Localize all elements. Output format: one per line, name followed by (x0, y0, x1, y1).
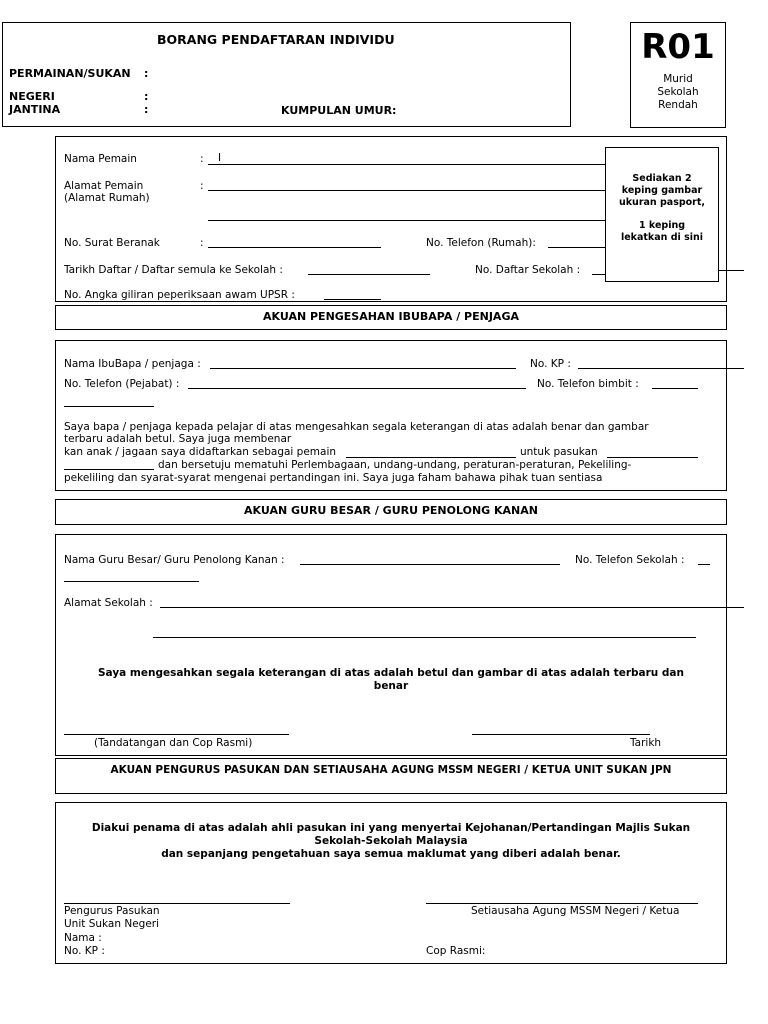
tel-sekolah-line-2[interactable] (64, 581, 199, 582)
alamat-pemain-line-2[interactable] (208, 220, 606, 221)
parent-decl-4: dan bersetuju mematuhi Perlembagaan, undang-undang, peraturan-peraturan, Pekeliling- (158, 459, 632, 471)
photo-line-5: lekatkan di sini (620, 232, 704, 243)
form-code-sub-3: Rendah (658, 99, 698, 111)
kumpulan-umur-label: KUMPULAN UMUR: (281, 104, 397, 117)
pengurus-sign-line[interactable] (64, 903, 290, 904)
tarikh-daftar-line[interactable] (308, 274, 430, 275)
parent-nama-label: Nama IbuBapa / penjaga : (64, 358, 201, 370)
parent-kp-line[interactable] (578, 368, 744, 369)
setiausaha-label: Setiausaha Agung MSSM Negeri / Ketua (471, 905, 680, 917)
tel-bimbit-line-2[interactable] (64, 406, 154, 407)
parent-kp-label: No. KP : (530, 358, 571, 370)
daftar-sekolah-line-ext (718, 270, 744, 271)
photo-line-3: ukuran pasport, (618, 197, 706, 208)
manager-nama-label: Nama : (64, 932, 102, 944)
setiausaha-sign-line[interactable] (426, 903, 698, 904)
form-code-sub-1: Murid (663, 73, 693, 85)
surat-beranak-line[interactable] (208, 247, 381, 248)
angka-giliran-line[interactable] (324, 299, 381, 300)
negeri-label: NEGERI (9, 90, 55, 103)
pasukan-line[interactable] (607, 457, 698, 458)
photo-box (605, 147, 719, 282)
cop-rasmi-label: Cop Rasmi: (426, 945, 486, 957)
alamat-sekolah-label: Alamat Sekolah : (64, 597, 153, 609)
negeri-colon: : (144, 90, 149, 103)
gb-sign-label: (Tandatangan dan Cop Rasmi) (94, 737, 253, 749)
telefon-rumah-line[interactable] (548, 247, 606, 248)
tel-pejabat-line[interactable] (188, 388, 526, 389)
nama-pemain-colon: : (200, 153, 204, 165)
parent-decl-2: terbaru adalah betul. Saya juga membenar (64, 433, 292, 445)
headmaster-box (55, 534, 727, 756)
pasukan-line-2[interactable] (64, 469, 154, 470)
photo-line-4: 1 keping (638, 220, 686, 231)
gb-confirm-1: Saya mengesahkan segala keterangan di atas adalah betul dan gambar di atas adalah terbaru dan (98, 667, 684, 679)
tel-sekolah-label: No. Telefon Sekolah : (575, 554, 685, 566)
alamat-pemain-colon: : (200, 180, 204, 192)
gb-tarikh-line[interactable] (472, 734, 650, 735)
form-title: BORANG PENDAFTARAN INDIVIDU (157, 32, 395, 47)
nama-pemain-value[interactable]: I (218, 152, 222, 164)
pengurus-label: Pengurus Pasukan (64, 905, 160, 917)
gb-nama-label: Nama Guru Besar/ Guru Penolong Kanan : (64, 554, 285, 566)
alamat-pemain-label: Alamat Pemain (64, 180, 144, 192)
gb-confirm-2: benar (373, 680, 409, 692)
permainan-label: PERMAINAN/SUKAN (9, 67, 131, 80)
nama-pemain-label: Nama Pemain (64, 153, 137, 165)
photo-line-1: Sediakan 2 (632, 173, 692, 184)
alamat-pemain-line-1[interactable] (208, 190, 606, 191)
tel-sekolah-line[interactable] (698, 564, 710, 565)
tel-pejabat-label: No. Telefon (Pejabat) : (64, 378, 180, 390)
pemain-line[interactable] (346, 457, 516, 458)
permainan-colon: : (144, 67, 149, 80)
nama-pemain-line[interactable] (208, 164, 606, 165)
manager-decl-2: Sekolah-Sekolah Malaysia (314, 835, 468, 847)
parent-decl-1: Saya bapa / penjaga kepada pelajar di atas mengesahkan segala keterangan di atas adalah benar dan gambar (64, 421, 649, 433)
alamat-pemain-sub: (Alamat Rumah) (64, 192, 150, 204)
surat-beranak-colon: : (200, 237, 204, 249)
surat-beranak-label: No. Surat Beranak (64, 237, 160, 249)
manager-decl-3: dan sepanjang pengetahuan saya semua maklumat yang diberi adalah benar. (161, 848, 621, 860)
tel-bimbit-label: No. Telefon bimbit : (537, 378, 639, 390)
tarikh-daftar-label: Tarikh Daftar / Daftar semula ke Sekolah : (64, 264, 283, 276)
angka-giliran-label: No. Angka giliran peperiksaan awam UPSR : (64, 289, 295, 301)
form-code-sub-2: Sekolah (657, 86, 699, 98)
parent-heading: AKUAN PENGESAHAN IBUBAPA / PENJAGA (263, 310, 519, 323)
gb-sign-line[interactable] (64, 734, 289, 735)
daftar-sekolah-line[interactable] (592, 274, 606, 275)
manager-heading: AKUAN PENGURUS PASUKAN DAN SETIAUSAHA AGUNG MSSM NEGERI / KETUA UNIT SUKAN JPN (110, 764, 672, 776)
form-code: R01 (641, 27, 715, 67)
manager-kp-label: No. KP : (64, 945, 105, 957)
gb-nama-line[interactable] (300, 564, 560, 565)
jantina-label: JANTINA (9, 103, 61, 116)
parent-decl-3a: kan anak / jagaan saya didaftarkan sebagai pemain (64, 446, 337, 458)
unit-sukan-label: Unit Sukan Negeri (64, 918, 160, 930)
headmaster-heading: AKUAN GURU BESAR / GURU PENOLONG KANAN (244, 504, 538, 517)
telefon-rumah-label: No. Telefon (Rumah): (426, 237, 536, 249)
parent-nama-line[interactable] (210, 368, 516, 369)
alamat-sekolah-line[interactable] (160, 607, 744, 608)
jantina-colon: : (144, 103, 149, 116)
daftar-sekolah-label: No. Daftar Sekolah : (475, 264, 581, 276)
alamat-sekolah-line-2[interactable] (153, 637, 696, 638)
photo-line-2: keping gambar (621, 185, 703, 196)
tel-bimbit-line[interactable] (652, 388, 698, 389)
manager-decl-1: Diakui penama di atas adalah ahli pasukan ini yang menyertai Kejohanan/Pertandingan Majlis Sukan (91, 822, 691, 834)
parent-decl-3b: untuk pasukan (520, 446, 598, 458)
gb-tarikh-label: Tarikh (630, 737, 662, 749)
parent-decl-5: pekeliling dan syarat-syarat mengenai pertandingan ini. Saya juga faham bahawa pihak tuan sentiasa (64, 472, 603, 484)
